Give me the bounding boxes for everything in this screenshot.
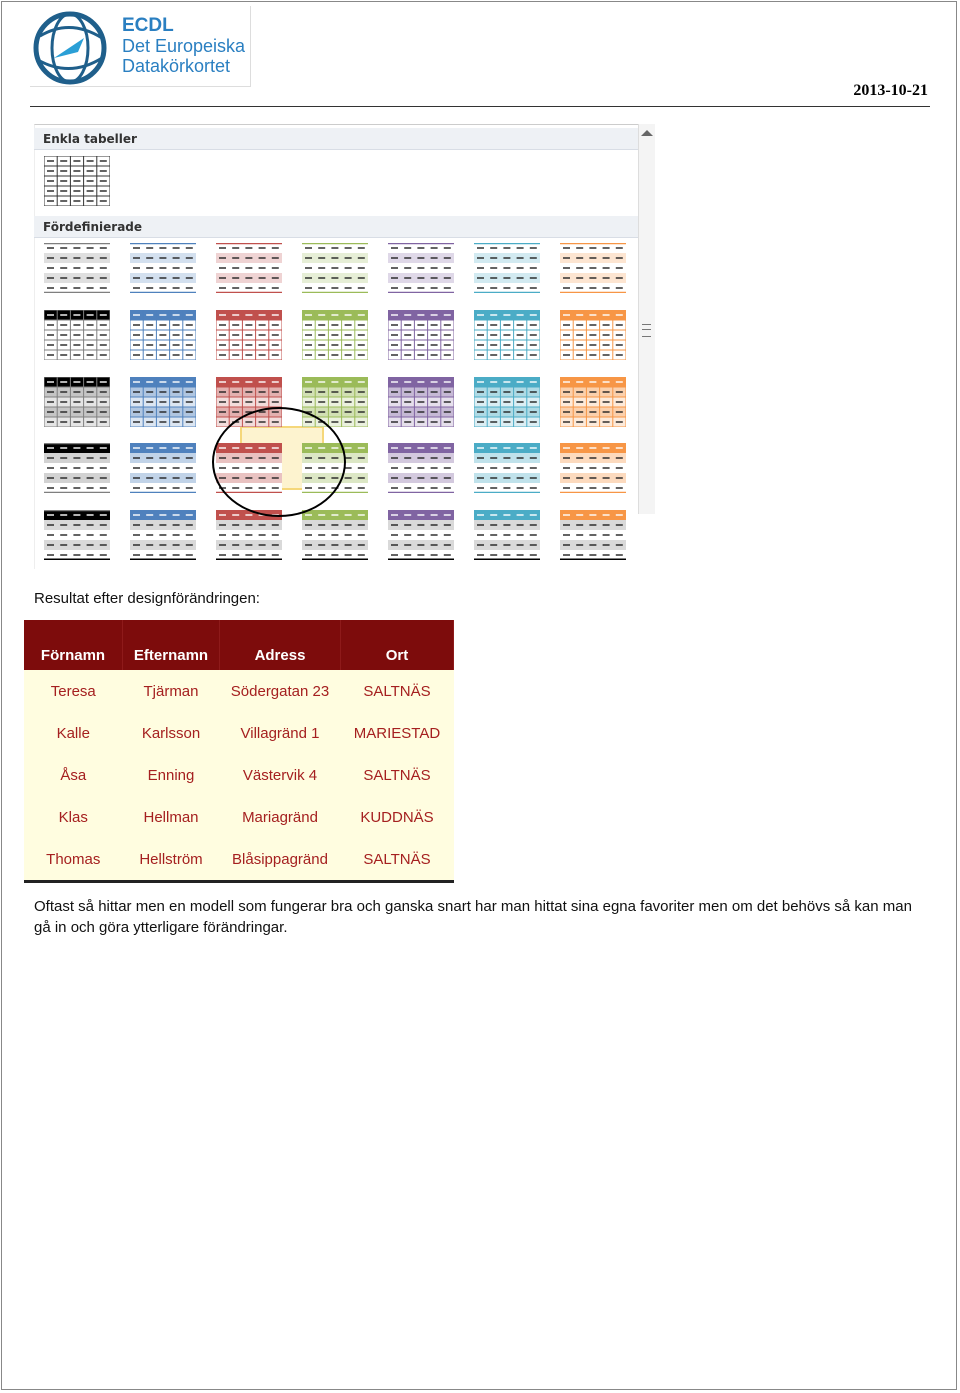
body-paragraph: Oftast så hittar men en modell som fungerar bra och ganska snart har man hittat sina egna favoriter men om det behövs så kan man gå in och göra ytterligare förändringar. bbox=[34, 898, 912, 936]
table-row bbox=[24, 838, 454, 882]
table-style-aqua-bottom[interactable] bbox=[474, 510, 540, 560]
table-style-orange-light[interactable] bbox=[560, 243, 626, 293]
table-style-orange-band[interactable] bbox=[560, 443, 626, 493]
table-style-orange-grid[interactable] bbox=[560, 377, 626, 427]
table-cell: Enning bbox=[123, 754, 220, 796]
header-ort: Ort bbox=[341, 620, 454, 670]
table-style-blue-hdr[interactable] bbox=[130, 310, 196, 360]
table-cell: Blåsippagränd bbox=[220, 838, 341, 882]
table-cell: Thomas bbox=[24, 838, 123, 882]
table-style-red-hdr[interactable] bbox=[216, 310, 282, 360]
table-cell: SALTNÄS bbox=[341, 754, 454, 796]
table-style-red-light[interactable] bbox=[216, 243, 282, 293]
table-style-purple-grid[interactable] bbox=[388, 377, 454, 427]
result-table bbox=[24, 620, 454, 883]
header-fornamn: Förnamn bbox=[24, 620, 123, 670]
table-style-aqua-light[interactable] bbox=[474, 243, 540, 293]
simple-table-style[interactable] bbox=[44, 156, 110, 206]
table-cell: MARIESTAD bbox=[341, 712, 454, 754]
section-simple-tables: Enkla tabeller bbox=[34, 128, 638, 150]
globe-icon bbox=[32, 8, 112, 88]
table-style-gallery bbox=[34, 124, 654, 568]
table-style-orange-bottom[interactable] bbox=[560, 510, 626, 560]
table-style-green-light[interactable] bbox=[302, 243, 368, 293]
gallery-scrollbar[interactable] bbox=[638, 124, 655, 514]
table-style-aqua-grid[interactable] bbox=[474, 377, 540, 427]
table-cell: Hellman bbox=[123, 796, 220, 838]
logo-title: ECDL bbox=[122, 15, 174, 36]
scroll-up-icon[interactable] bbox=[641, 130, 653, 136]
table-style-aqua-band[interactable] bbox=[474, 443, 540, 493]
table-cell: SALTNÄS bbox=[341, 670, 454, 712]
result-caption: Resultat efter designförändringen: bbox=[34, 590, 260, 607]
logo-subtitle-1: Det Europeiska bbox=[122, 36, 246, 56]
ecdl-logo bbox=[30, 6, 251, 87]
table-style-gray-hdr[interactable] bbox=[44, 310, 110, 360]
logo-subtitle-2: Datakörkortet bbox=[122, 56, 231, 76]
table-row bbox=[24, 754, 454, 796]
table-cell: Karlsson bbox=[123, 712, 220, 754]
table-row bbox=[24, 796, 454, 838]
section-predefined: Fördefinierade bbox=[34, 216, 638, 238]
header-efternamn: Efternamn bbox=[123, 620, 220, 670]
table-style-aqua-hdr[interactable] bbox=[474, 310, 540, 360]
table-style-gray-light[interactable] bbox=[44, 243, 110, 293]
table-style-blue-band[interactable] bbox=[130, 443, 196, 493]
table-style-blue-grid[interactable] bbox=[130, 377, 196, 427]
table-cell: Kalle bbox=[24, 712, 123, 754]
table-style-blue-light[interactable] bbox=[130, 243, 196, 293]
table-header-row bbox=[24, 620, 454, 670]
table-cell: KUDDNÄS bbox=[341, 796, 454, 838]
header-divider bbox=[30, 106, 930, 107]
table-style-red-bottom[interactable] bbox=[216, 510, 282, 560]
table-style-purple-light[interactable] bbox=[388, 243, 454, 293]
table-cell: Teresa bbox=[24, 670, 123, 712]
selection-circle bbox=[212, 407, 346, 517]
table-cell: Hellström bbox=[123, 838, 220, 882]
table-style-purple-hdr[interactable] bbox=[388, 310, 454, 360]
table-style-gray-bottom[interactable] bbox=[44, 510, 110, 560]
table-style-green-hdr[interactable] bbox=[302, 310, 368, 360]
scroll-grip-icon[interactable] bbox=[642, 324, 651, 337]
table-cell: SALTNÄS bbox=[341, 838, 454, 882]
table-cell: Klas bbox=[24, 796, 123, 838]
table-row bbox=[24, 670, 454, 712]
table-cell: Södergatan 23 bbox=[220, 670, 341, 712]
table-style-green-bottom[interactable] bbox=[302, 510, 368, 560]
table-style-gray-grid[interactable] bbox=[44, 377, 110, 427]
document-date: 2013-10-21 bbox=[853, 82, 928, 99]
table-row bbox=[24, 712, 454, 754]
table-cell: Tjärman bbox=[123, 670, 220, 712]
table-style-purple-bottom[interactable] bbox=[388, 510, 454, 560]
table-style-gray-band[interactable] bbox=[44, 443, 110, 493]
table-style-blue-bottom[interactable] bbox=[130, 510, 196, 560]
header-adress: Adress bbox=[220, 620, 341, 670]
table-style-purple-band[interactable] bbox=[388, 443, 454, 493]
table-cell: Mariagränd bbox=[220, 796, 341, 838]
table-cell: Villagränd 1 bbox=[220, 712, 341, 754]
table-cell: Västervik 4 bbox=[220, 754, 341, 796]
table-cell: Åsa bbox=[24, 754, 123, 796]
table-style-orange-hdr[interactable] bbox=[560, 310, 626, 360]
